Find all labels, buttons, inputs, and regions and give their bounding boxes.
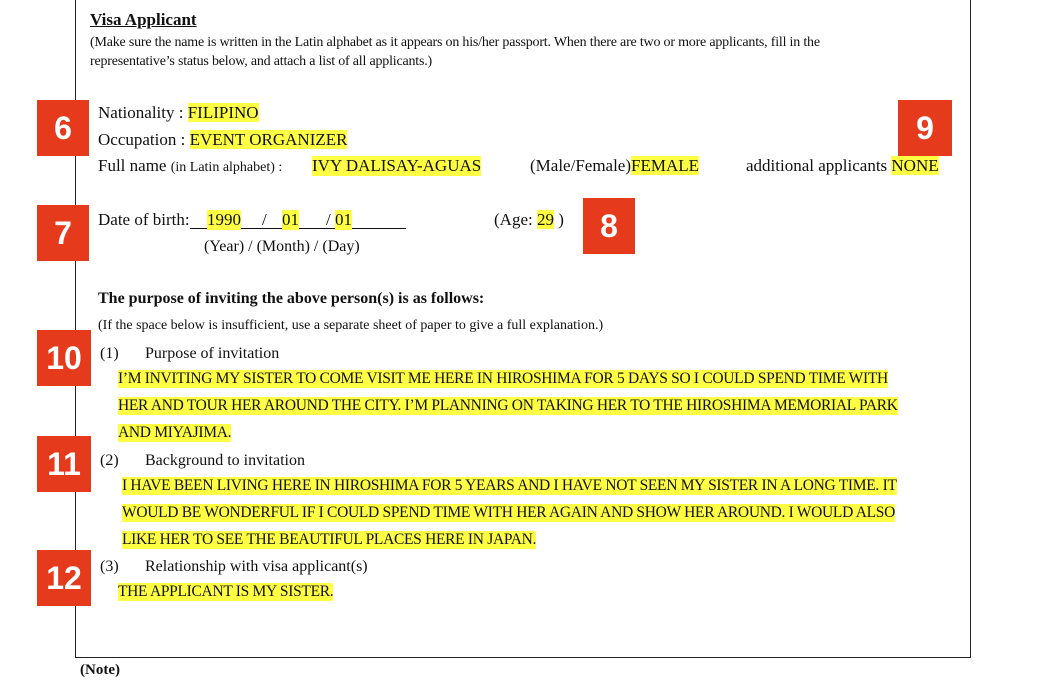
step-badge-11: 11 <box>37 436 91 492</box>
additional-group <box>746 156 939 176</box>
purpose-item-1-line-3: AND MIYAJIMA. <box>118 424 232 441</box>
step-badge-12: 12 <box>37 550 91 606</box>
fullname-label-group <box>98 156 282 176</box>
gender-label: (Male/Female) <box>530 156 632 175</box>
purpose-item-2-line-2: WOULD BE WONDERFUL IF I COULD SPEND TIME WITH HER AGAIN AND SHOW HER AROUND. I WOULD ALSO <box>122 504 895 521</box>
dob-separator-2: / <box>326 210 331 229</box>
dob-year: 1990 <box>207 210 241 229</box>
section-title: Visa Applicant <box>90 10 197 29</box>
additional-value: NONE <box>891 156 939 175</box>
dob-day: 01 <box>335 210 352 229</box>
purpose-item-3-line-1: THE APPLICANT IS MY SISTER. <box>118 583 334 600</box>
footer-note: (Note) <box>80 662 120 678</box>
dob-label: Date of birth: <box>98 210 190 229</box>
age-label: (Age: <box>494 210 533 229</box>
purpose-item-1-line-2: HER AND TOUR HER AROUND THE CITY. I’M PLANNING ON TAKING HER TO THE HIROSHIMA MEMORIAL PARK <box>118 397 898 414</box>
age-close: ) <box>558 210 564 229</box>
purpose-item-2-number: (2) <box>100 452 119 469</box>
purpose-item-2-line-3: LIKE HER TO SEE THE BEAUTIFUL PLACES HERE IN JAPAN. <box>122 531 537 548</box>
purpose-item-2-label: Background to invitation <box>145 452 305 469</box>
step-badge-8: 8 <box>583 198 635 254</box>
purpose-item-1-number: (1) <box>100 345 119 362</box>
fullname-label: Full name <box>98 156 167 175</box>
header-note-line2: representative’s status below, and attach a list of all applicants.) <box>90 54 432 69</box>
purpose-item-1-label: Purpose of invitation <box>145 345 280 362</box>
step-badge-6: 6 <box>37 100 89 156</box>
age-group <box>494 210 564 230</box>
nationality-label: Nationality : <box>98 103 184 122</box>
purpose-subheading: (If the space below is insufficient, use a separate sheet of paper to give a full explanation.) <box>98 318 604 333</box>
occupation-label: Occupation : <box>98 130 186 149</box>
purpose-item-1-line-1: I’M INVITING MY SISTER TO COME VISIT ME HERE IN HIROSHIMA FOR 5 DAYS SO I COULD SPEND TIME WITH <box>118 370 888 387</box>
nationality-row <box>98 103 259 123</box>
dob-format-hint: (Year) / (Month) / (Day) <box>204 238 360 255</box>
step-badge-7: 7 <box>37 205 89 261</box>
purpose-heading: The purpose of inviting the above person(s) is as follows: <box>98 290 485 307</box>
gender-value: FEMALE <box>631 156 700 175</box>
purpose-item-2-line-1: I HAVE BEEN LIVING HERE IN HIROSHIMA FOR 5 YEARS AND I HAVE NOT SEEN MY SISTER IN A LONG TIME. IT <box>122 477 897 494</box>
occupation-value: EVENT ORGANIZER <box>189 130 348 149</box>
age-value: 29 <box>536 210 554 229</box>
occupation-row <box>98 130 347 150</box>
purpose-item-3-number: (3) <box>100 558 119 575</box>
dob-separator-1: / <box>262 210 267 229</box>
step-badge-10: 10 <box>37 330 91 386</box>
step-badge-9: 9 <box>898 100 952 156</box>
purpose-item-3-label: Relationship with visa applicant(s) <box>145 558 368 575</box>
fullname-sublabel: (in Latin alphabet) : <box>170 160 283 175</box>
gender-group <box>530 156 699 176</box>
header-note-line1: (Make sure the name is written in the Latin alphabet as it appears on his/her passport. When there are two or more applicants, fill in the <box>90 35 820 50</box>
fullname-value: IVY DALISAY-AGUAS <box>312 156 482 175</box>
additional-label: additional applicants <box>746 156 888 175</box>
nationality-value: FILIPINO <box>187 103 259 122</box>
dob-month: 01 <box>282 210 299 229</box>
